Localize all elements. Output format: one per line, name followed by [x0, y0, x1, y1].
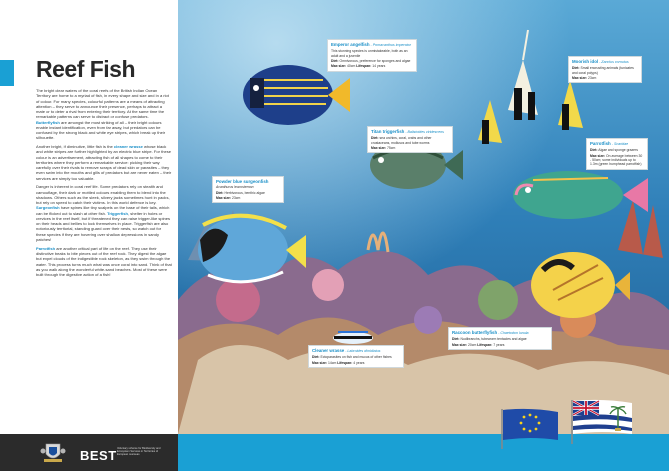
callout-raccoon-butterflyfish: Raccoon butterflyfish - Chaetodon lunula Diet: Nudibranchs, tubeworm tentacles and algae Max size: 20cm Lifespan: 7 years	[448, 327, 552, 350]
paragraph-3: Danger is inherent in coral reef life. Some predators rely on stealth and camouflage, their dark or mottled colours enabling them to blend into the shadows. Others such as the sleek, silvery jacks sometimes hunt in packs, but rely on speed to catch their victims. In this world defence is key. Surgeonfish have spines like tiny scalpels on the base of their tails, which can be flicked out to slash at other fish. Triggerfish, shelter in holes or crevices in the reef itself, but if threatened they can raise trigger-like spines on their heads and bellies to lock themselves in place. Triggerfish are also notoriously territorial, standing guard over their nests, so watch out for these species if they are hovering over shallow depressions in sandy patches!	[36, 184, 171, 242]
highlight-triggerfish: Triggerfish	[107, 210, 129, 216]
paragraph-1: The bright clear waters of the coral reefs of the British Indian Ocean Territory are home to a myriad of fish, in every shape and size and in a riot of colour. For many species, colourful patterns are a means of attracting attention – they serve to announce their presence, perhaps to attract a mate or to deter a rival from entering their territory. At the same time the remarkable patterns can serve to distract or confuse predators. Butterflyfish are amongst the most striking of all – their bright colours enable instant identification, even from far away, but predators can be confused by the strong black and white eye stripes, which break up their silhouette.	[36, 88, 169, 141]
callout-powder-blue-surgeonfish: Powder blue surgeonfish Acanthurus leucosternon Diet: Herbivorous, benthic algae Max size: 23cm	[212, 176, 284, 203]
highlight-butterflyfish: Butterflyfish	[36, 119, 60, 125]
text-column	[0, 0, 178, 434]
paragraph-2: Another bright, if diminutive, little fish is the cleaner wrasse whose black and white stripes are further highlighted by an electric blue stripe. For these colour is an advertisement, attracting fish of all shapes to come to their territories where they perform a remarkable service: picking their way carefully over their rivals to remove scraps of dead skin or parasites – they even swim into the mouths and gills of predators but are never eaten – their services are simply too valuable.	[36, 144, 172, 181]
best-logo: BEST	[80, 448, 117, 463]
highlight-surgeonfish: Surgeonfish	[36, 205, 60, 211]
highlight-parrotfish: Parrotfish	[36, 245, 56, 251]
biot-flag-icon	[570, 398, 634, 444]
callout-cleaner-wrasse: Cleaner wrasse - Labroides dimidiatus Diet: Ectoparasites on fish and mucus of other fishes Max size: 14cm Lifespan: 4 years	[308, 345, 404, 368]
paragraph-4: Parrotfish are another critical part of life on the reef. They use their distinctive beaks to bite pieces out of the reef rock. They digest the algae but expel clouds of the indigestible rock skeleton, as they swim through the water. This process turns much what was once coral into sand. Think of that as you walk along the wonderful white-sand beaches. Most of these were built through the digestive action of a fish!	[36, 245, 172, 278]
eu-flag-icon	[500, 407, 560, 449]
territory-crest-icon	[40, 442, 66, 464]
title-accent-bar	[0, 60, 14, 86]
page-title: Reef Fish	[36, 56, 136, 82]
callout-moorish-idol: Moorish idol - Zanclus cornutus Diet: Small encrusting animals (tunicates and coral polyps) Max size: 23cm	[568, 56, 642, 83]
highlight-cleaner-wrasse: cleaner wrasse	[113, 144, 143, 150]
callout-titan-triggerfish: Titan triggerfish - Balistoides viridescens Diet: sea urchins, coral, crabs and other crustaceans, molluscs and tube worms Max size: 75cm	[367, 126, 453, 153]
cleaner-wrasse-illustration	[333, 332, 373, 344]
callout-parrotfish: Parrotfish - Scaridae Diet: Algae and sponge grazers Max size: On average between 30 - 50cm; some individuals up to 1.3m (green humphead parrotfish)	[586, 138, 648, 170]
body-text	[36, 88, 172, 281]
callout-emperor-angelfish: Emperor angelfish - Pomacanthus imperator This stunning species is unmistakeable, both as an adult and a juvenile Diet: Omnivorous, preference for sponges and algae Max size: 40cm Lifespan: 14 years	[327, 39, 417, 72]
best-logo-subtitle: Voluntary scheme for Biodiversity and Ecosystem Services in Territories of European overseas	[117, 447, 161, 457]
